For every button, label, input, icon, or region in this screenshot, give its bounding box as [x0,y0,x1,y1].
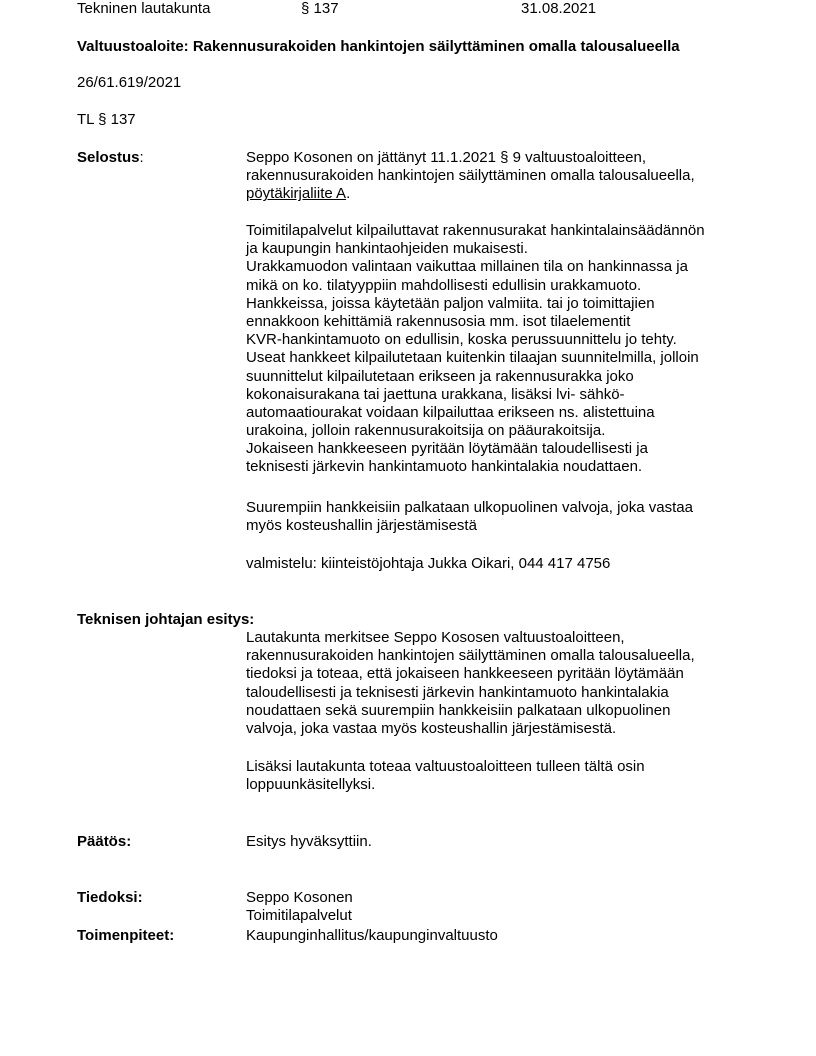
text-line: rakennusurakoiden hankintojen säilyttäminen omalla talousalueella, [246,647,695,665]
selostus-paragraph-3 [246,499,766,535]
text-line: kokonaisurakana tai jaettuna urakkana, lisäksi lvi- sähkö- [246,385,625,403]
notify-recipients [246,889,766,925]
text-line: teknisesti järkevin hankintamuoto hankintalakia noudattaen. [246,458,643,476]
preparer-text: valmistelu: kiinteistöjohtaja Jukka Oikari, 044 417 4756 [246,555,611,572]
selostus-paragraph-1 [246,149,766,204]
text-line: valvoja, joka vastaa myös kosteushallin järjestämisestä. [246,719,617,737]
text-line: rakennusurakoiden hankintojen säilyttäminen omalla talousalueella, [246,167,695,185]
record-number: 26/61.619/2021 [77,74,182,91]
text-line: Seppo Kosonen on jättänyt 11.1.2021 § 9 valtuustoaloitteen, [246,149,647,166]
text-line: Lisäksi lautakunta toteaa valtuustoaloitteen tulleen tältä osin [246,758,645,775]
text-line: tiedoksi ja toteaa, että jokaiseen hankkeeseen pyritään löytämään [246,665,684,683]
header-section: § 137 [301,0,339,17]
text-line: ja kaupungin hankintaohjeiden mukaisesti. [246,240,528,258]
actions-label: Toimenpiteet: [77,927,175,944]
header-date: 31.08.2021 [521,0,597,17]
text-line: automaatiourakat voidaan kilpailuttaa erikseen ns. alistettuina [246,403,655,421]
decision-text: Esitys hyväksyttiin. [246,833,372,850]
attachment-link[interactable]: pöytäkirjaliite A [246,185,347,203]
text-line: Useat hankkeet kilpailutetaan kuitenkin tilaajan suunnitelmilla, jolloin [246,349,699,367]
text-line: taloudellisesti ja teknisesti järkevin hankintamuoto hankintalakia [246,683,669,701]
text-line: mikä on ko. tilatyyppiin mahdollisesti edullisin urakkamuoto. [246,276,642,294]
preparer-line [246,555,766,573]
selostus-paragraph-2 [246,222,766,477]
proposal-label: Teknisen johtajan esitys: [77,611,255,628]
text-line: Hankkeissa, joissa käytetään paljon valmiita. tai jo toimittajien [246,294,655,312]
text-line: Urakkamuodon valintaan vaikuttaa millainen tila on hankinnassa ja [246,258,688,276]
recipient: Seppo Kosonen [246,889,353,906]
selostus-label-text: Selostus [77,149,140,166]
document-title: Valtuustoaloite: Rakennusurakoiden hankintojen säilyttäminen omalla talousalueella [77,38,680,55]
selostus-label-colon: : [139,149,144,166]
selostus-label [77,149,144,167]
text-line: KVR-hankintamuoto on edullisin, koska perussuunnittelu jo tehty. [246,331,677,349]
notify-label: Tiedoksi: [77,889,143,906]
proposal-paragraph-1 [246,629,766,738]
text-line: Suurempiin hankkeisiin palkataan ulkopuolinen valvoja, joka vastaa [246,499,693,516]
actions-text: Kaupunginhallitus/kaupunginvaltuusto [246,927,498,944]
text-line: noudattaen sekä suurempiin hankkeisiin palkataan ulkopuolinen [246,701,671,719]
text-line: loppuunkäsitellyksi. [246,776,376,794]
text-line: urakoina, jolloin rakennusurakoitsija on pääurakoitsija. [246,422,606,440]
text-line: Jokaiseen hankkeeseen pyritään löytämään taloudellisesti ja [246,440,648,458]
text-line: Lautakunta merkitsee Seppo Kososen valtuustoaloitteen, [246,629,625,646]
text-line: suunnittelut kilpailutetaan erikseen ja rakennusurakka joko [246,367,634,385]
text-line: Toimitilapalvelut kilpailuttavat rakennusurakat hankintalainsäädännön [246,222,705,239]
section-reference: TL § 137 [77,111,136,128]
decision-label: Päätös: [77,833,132,850]
attachment-end: . [346,185,351,203]
header-board: Tekninen lautakunta [77,0,211,17]
recipient: Toimitilapalvelut [246,907,352,925]
proposal-paragraph-2 [246,758,766,794]
text-line: ennakkoon kehittämiä rakennusosia mm. isot tilaelementit [246,312,631,330]
text-line: myös kosteushallin järjestämisestä [246,517,477,535]
text-line [246,185,766,203]
